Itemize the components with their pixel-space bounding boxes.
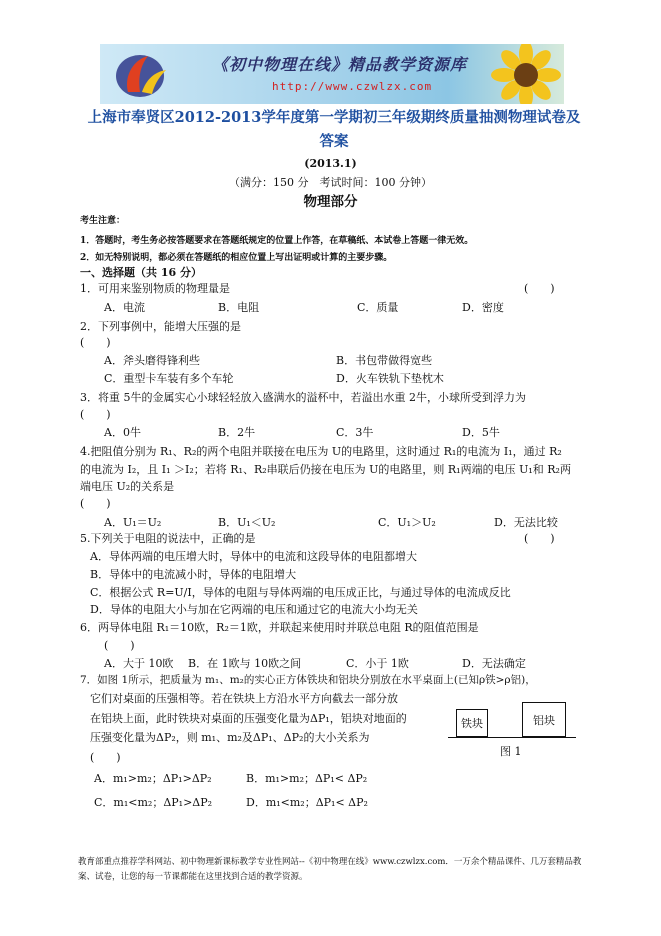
question-3-stem: 3．将重 5牛的金属实心小球轻轻放入盛满水的溢杯中，若溢出水重 2牛，小球所受到浮力为: [80, 391, 526, 404]
exam-meta: （满分：150 分 考试时间：100 分钟）: [229, 176, 432, 189]
q3-option-b: B．2牛: [218, 426, 256, 439]
q7-option-b: B．m₁>m₂；ΔP₁< ΔP₂: [246, 772, 368, 785]
aluminum-block: [522, 702, 566, 737]
question-7-line-3: 在铝块上面，此时铁块对桌面的压强变化量为ΔP₁，铝块对地面的: [90, 712, 407, 725]
q3-option-a: A．0牛: [104, 426, 141, 439]
q7-option-c: C．m₁<m₂；ΔP₁>ΔP₂: [94, 796, 213, 809]
question-4-line-2: 的电流为 I₂，且 I₁ ＞I₂；若将 R₁、R₂串联后仍接在电压为 U的电路里，则 R₁两端的电压 U₁和 R₂两: [80, 463, 571, 476]
q4-option-c: C．U₁＞U₂: [378, 516, 436, 529]
notice-heading: 考生注意：: [80, 216, 126, 226]
q4-option-a: A．U₁＝U₂: [104, 516, 162, 529]
q6-option-a: A．大于 10欧: [104, 657, 174, 670]
footer-text: 教育部重点推荐学科网站、初中物理新课标教学专业性网站--《初中物理在线》www.czwlzx.com．一万余个精品课件、几万套精品教案、试卷，让您的每一节课都能在这里找到合适的教学资源。: [78, 857, 582, 882]
answer-paren: ( ): [80, 336, 111, 349]
q1-option-c: C．质量: [357, 301, 399, 314]
q7-option-d: D．m₁<m₂；ΔP₁< ΔP₂: [246, 796, 368, 809]
notice-item-2: 2．如无特别说明，都必须在答题纸的相应位置上写出证明或计算的主要步骤。: [80, 253, 393, 263]
question-7-line-1: 7．如图 1所示，把质量为 m₁、m₂的实心正方体铁块和铝块分别放在水平桌面上(已知ρ铁>ρ铝)，: [80, 674, 536, 686]
q2-option-a: A．斧头磨得锋利些: [104, 354, 200, 367]
answer-paren: ( ): [90, 751, 121, 764]
figure-caption: 图 1: [500, 745, 522, 758]
answer-paren: ( ): [524, 282, 555, 295]
question-7-line-4: 压强变化量为ΔP₂，则 m₁、m₂及ΔP₁、ΔP₂的大小关系为: [90, 731, 370, 744]
q6-option-c: C．小于 1欧: [346, 657, 409, 670]
q1-option-a: A．电流: [104, 301, 145, 314]
q6-option-d: D．无法确定: [462, 657, 526, 670]
q4-option-d: D．无法比较: [494, 516, 558, 529]
question-7-line-2: 它们对桌面的压强相等。若在铁块上方沿水平方向截去一部分放: [90, 692, 398, 705]
q5-option-b: B．导体中的电流减小时，导体的电阻增大: [90, 568, 297, 581]
q1-option-b: B．电阻: [218, 301, 260, 314]
aluminum-block-label: 铝块: [533, 713, 555, 727]
part-heading: 一、选择题（共 16 分）: [80, 266, 202, 279]
q7-option-a: A．m₁>m₂；ΔP₁>ΔP₂: [94, 772, 212, 785]
figure-1: [448, 700, 578, 764]
iron-block: [456, 709, 488, 737]
sunflower-icon: [484, 44, 562, 104]
q3-option-c: C．3牛: [336, 426, 374, 439]
answer-paren: ( ): [104, 639, 135, 652]
notice-item-1: 1．答题时，考生务必按答题要求在答题纸规定的位置上作答，在草稿纸、本试卷上答题一律无效。: [80, 236, 474, 246]
iron-block-label: 铁块: [461, 717, 483, 730]
q1-option-d: D．密度: [462, 301, 504, 314]
exam-date: (2013.1): [304, 157, 357, 170]
table-surface-line: [448, 737, 576, 738]
answer-paren: ( ): [80, 497, 111, 510]
question-5-stem: 5.下列关于电阻的说法中，正确的是: [80, 532, 256, 545]
q4-option-b: B．U₁＜U₂: [218, 516, 276, 529]
question-4-line-1: 4.把阻值分别为 R₁、R₂的两个电阻并联接在电压为 U的电路里，这时通过 R₁的电流为 I₁，通过 R₂: [80, 445, 562, 458]
q6-option-b: B．在 1欧与 10欧之间: [188, 657, 302, 670]
q2-option-d: D．火车铁轨下垫枕木: [336, 372, 444, 385]
section-title: 物理部分: [303, 194, 358, 210]
question-1-stem: 1．可用来鉴别物质的物理量是: [80, 282, 230, 295]
document-title: 上海市奉贤区2012-2013学年度第一学期初三年级期终质量抽测物理试卷及答案: [87, 109, 581, 150]
q3-option-d: D．5牛: [462, 426, 500, 439]
q2-option-c: C．重型卡车装有多个车轮: [104, 372, 234, 385]
q5-option-c: C．根据公式 R=U/I，导体的电阻与导体两端的电压成正比，与通过导体的电流成反比: [90, 586, 511, 599]
banner-url[interactable]: http://www.czwlzx.com: [272, 80, 433, 93]
question-6-stem: 6．两导体电阻 R₁＝10欧，R₂＝1欧，并联起来使用时并联总电阻 R的阻值范围是: [80, 621, 479, 634]
question-2-stem: 2．下列事例中，能增大压强的是: [80, 320, 241, 333]
q5-option-d: D．导体的电阻大小与加在它两端的电压和通过它的电流大小均无关: [90, 603, 418, 616]
q5-option-a: A．导体两端的电压增大时，导体中的电流和这段导体的电阻都增大: [90, 550, 417, 563]
header-banner: [100, 44, 564, 104]
answer-paren: ( ): [80, 408, 111, 421]
site-logo-icon: [106, 48, 206, 100]
question-4-line-3: 端电压 U₂的关系是: [80, 480, 175, 493]
answer-paren: ( ): [524, 532, 555, 545]
banner-title: 《初中物理在线》精品教学资源库: [212, 55, 468, 74]
q2-option-b: B．书包带做得宽些: [336, 354, 433, 367]
